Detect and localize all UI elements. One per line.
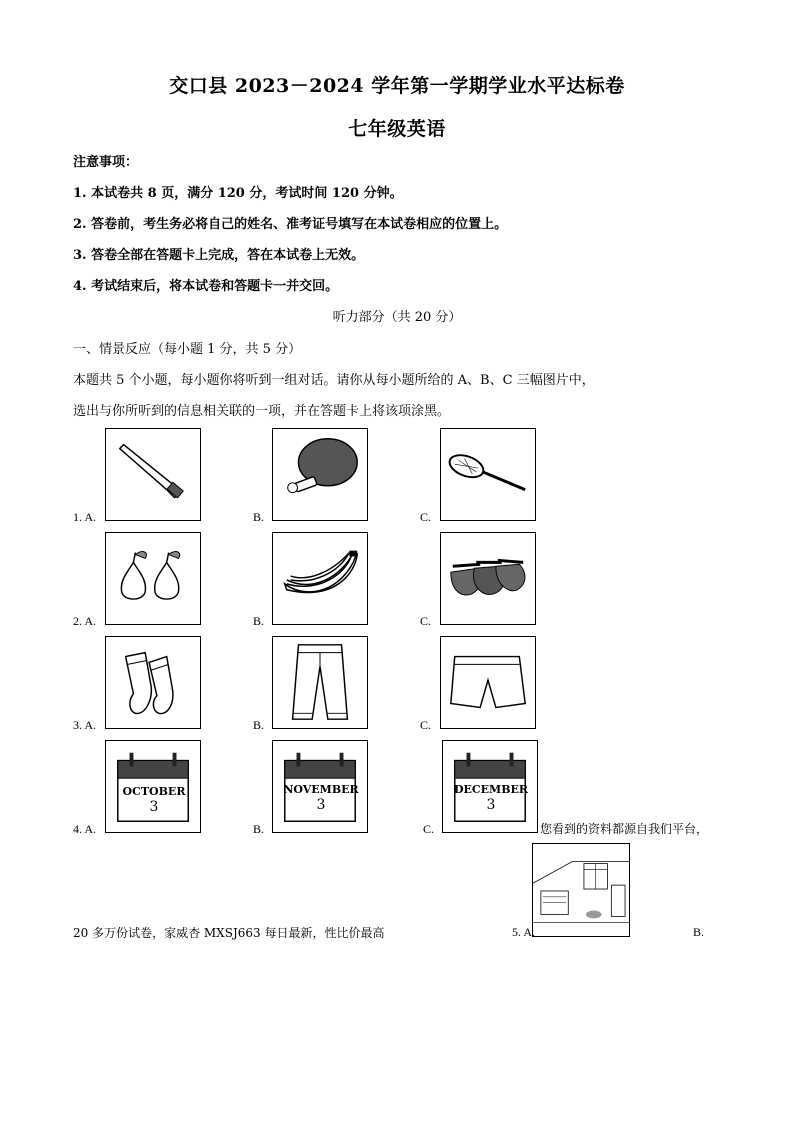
listening-heading: 听力部分（共 20 分）: [332, 310, 462, 325]
q4-c-month: DECEMBER: [453, 783, 529, 796]
q3-b-label: B.: [253, 718, 265, 732]
q1-option-c-image[interactable]: [440, 428, 536, 521]
bananas-icon: [273, 533, 367, 624]
q4-b-day: 3: [316, 797, 326, 813]
strawberries-icon: [441, 533, 535, 624]
q1-c-label: C.: [420, 510, 432, 524]
tennis-racket-icon: [441, 429, 535, 520]
q3-option-c-image[interactable]: [440, 636, 536, 729]
notes-heading: 注意事项：: [73, 155, 139, 170]
trousers-icon: [273, 637, 367, 728]
note-item-4: 4. 考试结束后，将本试卷和答题卡一并交回。: [73, 279, 339, 294]
q3-c-label: C.: [420, 718, 432, 732]
q4-a-month: OCTOBER: [122, 785, 186, 798]
q3-option-a-image[interactable]: [105, 636, 201, 729]
ping-pong-paddle-icon: [273, 429, 367, 520]
note-item-2: 2. 答卷前，考生务必将自己的姓名、准考证号填写在本试卷相应的位置上。: [73, 217, 508, 232]
q1-option-b-image[interactable]: [272, 428, 368, 521]
q4-a-label: 4. A.: [73, 822, 97, 836]
q5-b-label: B.: [693, 925, 705, 939]
q2-option-b-image[interactable]: [272, 532, 368, 625]
q4-option-b-image[interactable]: [272, 740, 368, 833]
instruction-line-2: 选出与你所听到的信息相关联的一项，并在答题卡上将该项涂黑。: [73, 404, 451, 419]
socks-icon: [106, 637, 200, 728]
shorts-icon: [441, 637, 535, 728]
q2-option-c-image[interactable]: [440, 532, 536, 625]
q5-a-label: 5. A.: [512, 925, 536, 939]
q2-c-label: C.: [420, 614, 432, 628]
ad-line-1: 您看到的资料都源自我们平台，: [540, 822, 709, 836]
q1-a-label: 1. A.: [73, 510, 97, 524]
q5-option-a-image[interactable]: [532, 843, 630, 937]
q4-option-c-image[interactable]: [442, 740, 538, 833]
pears-icon: [106, 533, 200, 624]
q1-b-label: B.: [253, 510, 265, 524]
baseball-bat-icon: [106, 429, 200, 520]
q4-option-a-image[interactable]: [105, 740, 201, 833]
note-item-1: 1. 本试卷共 8 页，满分 120 分，考试时间 120 分钟。: [73, 186, 403, 201]
bedroom-icon: [533, 844, 629, 936]
q1-option-a-image[interactable]: [105, 428, 201, 521]
ad-line-2: 20 多万份试卷，家威杏 MXSJ663 每日最新，性比价最高: [73, 926, 385, 940]
q3-a-label: 3. A.: [73, 718, 97, 732]
q2-b-label: B.: [253, 614, 265, 628]
q2-a-label: 2. A.: [73, 614, 97, 628]
q4-b-month: NOVEMBER: [283, 783, 359, 796]
page-subtitle: 七年级英语: [348, 118, 446, 140]
section-1-heading: 一、情景反应（每小题 1 分，共 5 分）: [73, 342, 302, 357]
page-title: 交口县 2023－2024 学年第一学期学业水平达标卷: [169, 75, 625, 97]
q4-b-label: B.: [253, 822, 265, 836]
q4-c-label: C.: [423, 822, 435, 836]
q2-option-a-image[interactable]: [105, 532, 201, 625]
instruction-line-1: 本题共 5 个小题，每小题你将听到一组对话。请你从每小题所给的 A、B、C 三幅图片中，: [73, 373, 595, 388]
note-item-3: 3. 答卷全部在答题卡上完成，答在本试卷上无效。: [73, 248, 365, 263]
q4-c-day: 3: [486, 797, 496, 813]
q3-option-b-image[interactable]: [272, 636, 368, 729]
q4-a-day: 3: [149, 799, 159, 815]
